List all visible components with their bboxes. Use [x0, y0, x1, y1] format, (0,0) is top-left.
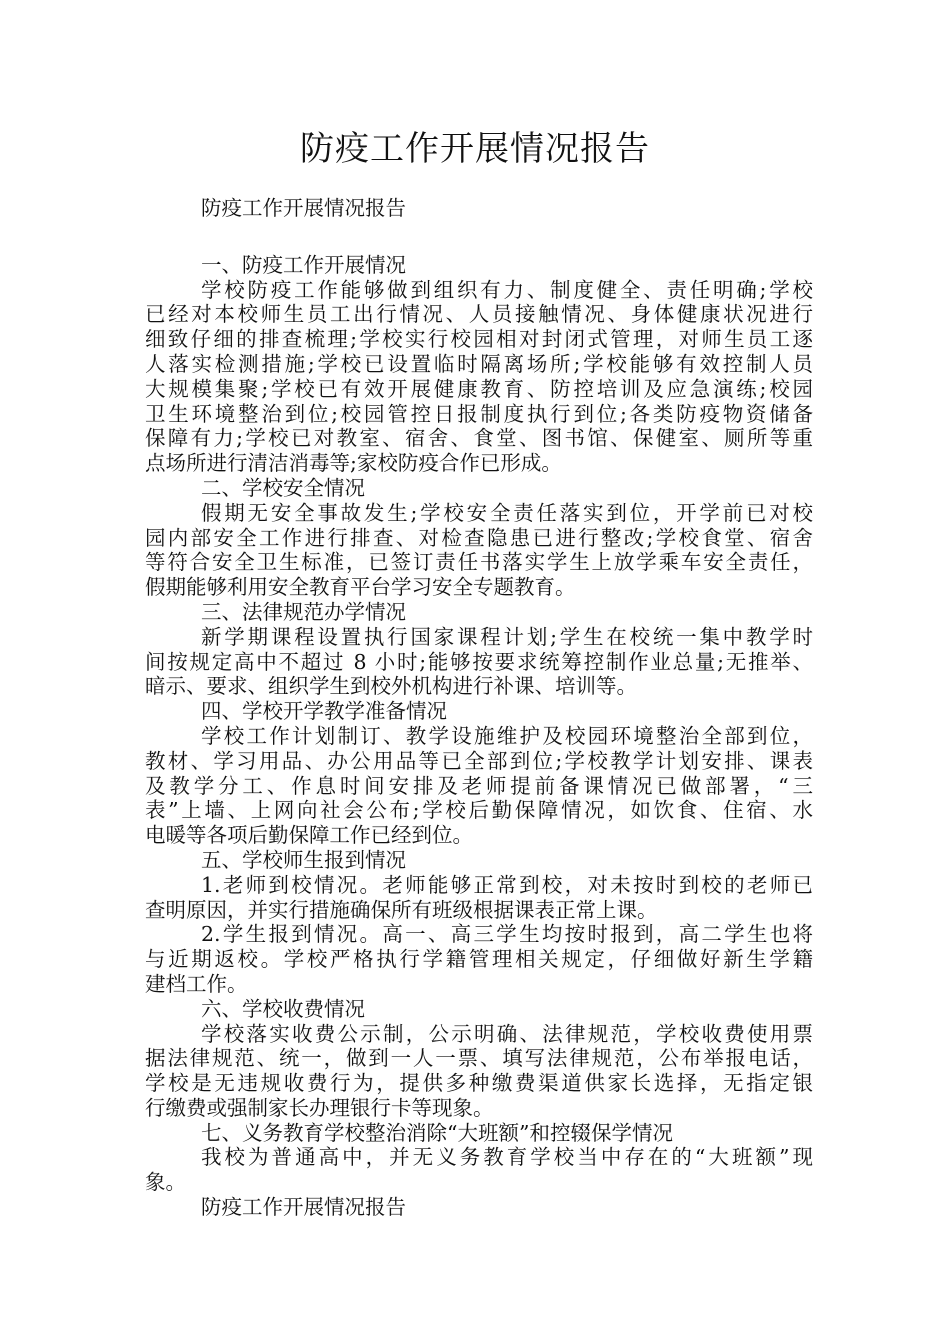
document-line: 园内部安全工作进行排查、对检查隐患已进行整改;学校食堂、宿舍	[145, 525, 813, 550]
document-line: 学校防疫工作能够做到组织有力、制度健全、责任明确;学校	[201, 277, 813, 302]
document-line: 查明原因，并实行措施确保所有班级根据课表正常上课。	[145, 897, 658, 922]
document-line: 与近期返校。学校严格执行学籍管理相关规定，仔细做好新生学籍	[145, 947, 813, 972]
document-line: 及教学分工、作息时间安排及老师提前备课情况已做部署，“三	[145, 773, 813, 798]
document-line: 点场所进行清洁消毒等;家校防疫合作已形成。	[145, 451, 562, 476]
document-line: 大规模集聚;学校已有效开展健康教育、防控培训及应急演练;校园	[145, 376, 813, 401]
document-line: 保障有力;学校已对教室、宿舍、食堂、图书馆、保健室、厕所等重	[145, 426, 813, 451]
document-line: 防疫工作开展情况报告	[201, 1195, 406, 1220]
document-line: 一、防疫工作开展情况	[201, 252, 406, 277]
document-line: 六、学校收费情况	[201, 996, 365, 1021]
document-line: 已经对本校师生员工出行情况、人员接触情况、身体健康状况进行	[145, 302, 813, 327]
document-line: 暗示、要求、组织学生到校外机构进行补课、培训等。	[145, 674, 637, 699]
document-line: 五、学校师生报到情况	[201, 847, 406, 872]
document-line: 二、学校安全情况	[201, 475, 365, 500]
document-body	[145, 196, 813, 1220]
document-line: 行缴费或强制家长办理银行卡等现象。	[145, 1095, 494, 1120]
document-subtitle: 防疫工作开展情况报告	[201, 196, 406, 220]
document-line: 四、学校开学教学准备情况	[201, 699, 447, 724]
document-line: 人落实检测措施;学校已设置临时隔离场所;学校能够有效控制人员	[145, 351, 813, 376]
document-line: 新学期课程设置执行国家课程计划;学生在校统一集中教学时	[201, 624, 813, 649]
document-line: 建档工作。	[145, 971, 248, 996]
document-line: 我校为普通高中，并无义务教育学校当中存在的“大班额”现	[201, 1145, 813, 1170]
document-line: 教材、学习用品、办公用品等已全部到位;学校教学计划安排、课表	[145, 748, 813, 773]
document-line: 1.老师到校情况。老师能够正常到校，对未按时到校的老师已	[201, 872, 813, 897]
document-line: 学校是无违规收费行为，提供多种缴费渠道供家长选择，无指定银	[145, 1071, 813, 1096]
document-title: 防疫工作开展情况报告	[300, 129, 650, 169]
document-line: 学校工作计划制订、教学设施维护及校园环境整治全部到位，	[201, 723, 813, 748]
document-line: 假期无安全事故发生;学校安全责任落实到位，开学前已对校	[201, 500, 813, 525]
document-line: 据法律规范、统一，做到一人一票、填写法律规范，公布举报电话，	[145, 1046, 813, 1071]
document-line: 2.学生报到情况。高一、高三学生均按时报到，高二学生也将	[201, 922, 813, 947]
document-line: 卫生环境整治到位;校园管控日报制度执行到位;各类防疫物资储备	[145, 401, 813, 426]
document-line: 三、法律规范办学情况	[201, 599, 406, 624]
document-line: 假期能够利用安全教育平台学习安全专题教育。	[145, 575, 576, 600]
document-line: 表”上墙、上网向社会公布;学校后勤保障情况，如饮食、住宿、水	[145, 798, 813, 823]
document-line: 电暖等各项后勤保障工作已经到位。	[145, 823, 473, 848]
document-line: 象。	[145, 1170, 186, 1195]
document-line: 等符合安全卫生标准，已签订责任书落实学生上放学乘车安全责任，	[145, 550, 813, 575]
document-line: 间按规定高中不超过 8 小时;能够按要求统筹控制作业总量;无推举、	[145, 649, 813, 674]
document-line: 细致仔细的排查梳理;学校实行校园相对封闭式管理，对师生员工逐	[145, 327, 813, 352]
document-line: 七、义务教育学校整治消除“大班额”和控辍保学情况	[201, 1120, 673, 1145]
document-line: 学校落实收费公示制，公示明确、法律规范，学校收费使用票	[201, 1021, 813, 1046]
